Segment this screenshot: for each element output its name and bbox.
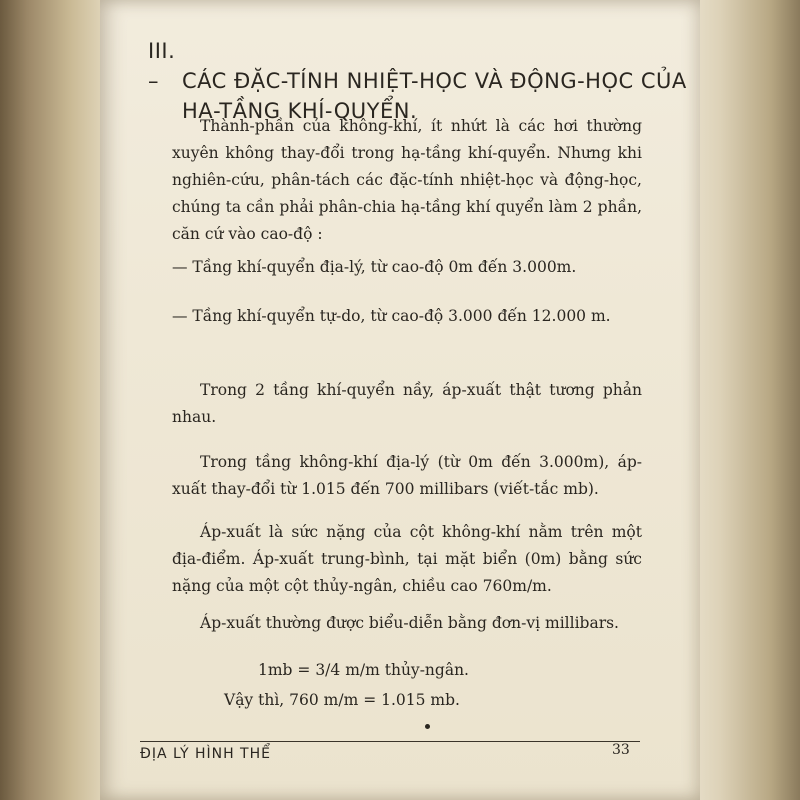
footer-title: ĐỊA LÝ HÌNH THỂ xyxy=(140,746,271,762)
paragraph xyxy=(172,303,642,330)
formula-line: Vậy thì, 760 m/m = 1.015 mb. xyxy=(224,691,460,709)
paragraph xyxy=(172,254,642,281)
paragraph xyxy=(172,610,642,637)
paragraph-text: Áp-xuất là sức nặng của cột không-khí nằm trên một địa-điểm. Áp-xuất trung-bình, tại mặt biển (0m) bằng sức nặng của một cột thủy-ngân, chiều cao 760m/m. xyxy=(172,523,642,595)
book-spine-shadow xyxy=(0,0,112,800)
page-number: 33 xyxy=(612,742,630,758)
paragraph-text: Trong 2 tầng khí-quyển nầy, áp-xuất thật tương phản nhau. xyxy=(172,381,642,426)
section-number: III. – xyxy=(148,39,176,93)
paragraph xyxy=(172,113,642,248)
section-heading-line-2: HẠ-TẦNG KHÍ-QUYỂN. xyxy=(182,99,418,123)
paragraph-text: Thành-phần của không-khí, ít nhứt là các hơi thường xuyên không thay-đổi trong hạ-tầng khí-quyển. Nhưng khi nghiên-cứu, phân-tách các đặc-tính nhiệt-học và động-học, chúng ta cần phải phân-chia hạ-tầng khí quyển làm 2 phần, căn cứ vào cao-độ : xyxy=(172,117,642,243)
paragraph-text: Trong tầng không-khí địa-lý (từ 0m đến 3.000m), áp-xuất thay-đổi từ 1.015 đến 700 millibars (viết-tắc mb). xyxy=(172,453,642,498)
book-page xyxy=(100,0,700,800)
paragraph-text: Áp-xuất thường được biểu-diễn bằng đơn-vị millibars. xyxy=(200,614,619,632)
paragraph-text: — Tầng khí-quyển tự-do, từ cao-độ 3.000 đến 12.000 m. xyxy=(172,307,611,325)
end-mark xyxy=(425,724,430,729)
paragraph xyxy=(172,519,642,600)
paragraph xyxy=(172,377,642,431)
paragraph xyxy=(172,449,642,503)
paragraph-text: — Tầng khí-quyển địa-lý, từ cao-độ 0m đến 3.000m. xyxy=(172,258,577,276)
formula-line: 1mb = 3/4 m/m thủy-ngân. xyxy=(258,661,469,679)
book-edge-shadow xyxy=(690,0,800,800)
footer-rule xyxy=(140,741,640,742)
section-heading-line-1: CÁC ĐẶC-TÍNH NHIỆT-HỌC VÀ ĐỘNG-HỌC CỦA xyxy=(182,69,687,93)
